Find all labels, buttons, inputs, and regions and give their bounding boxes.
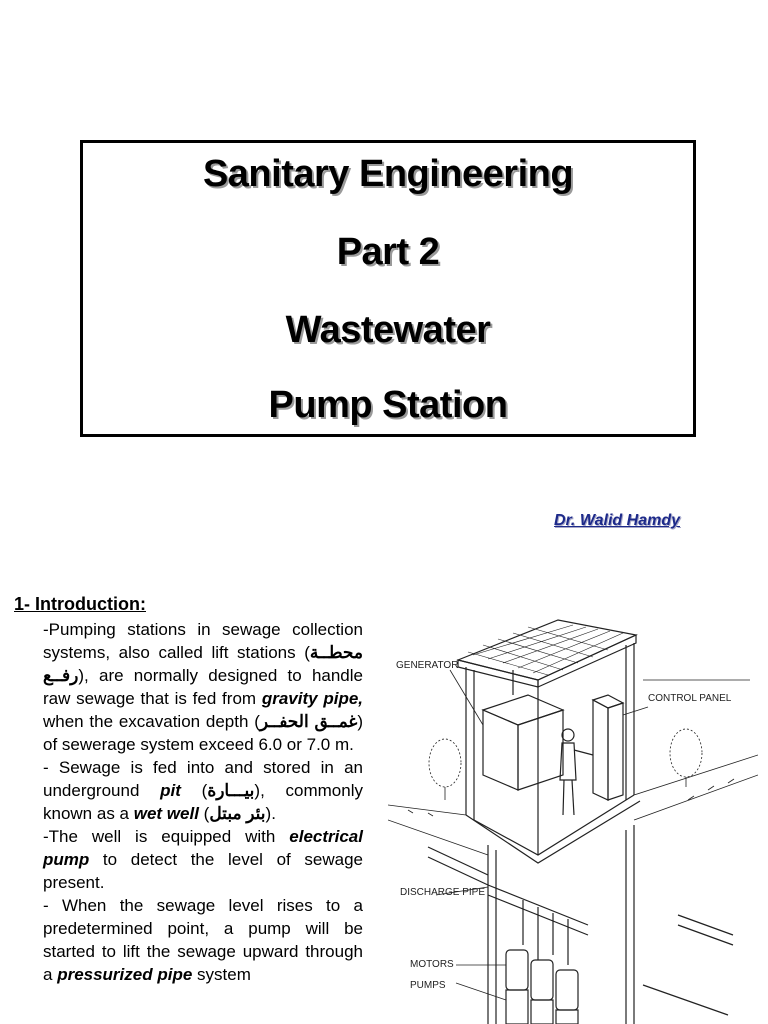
arabic-term: بئر مبتل	[209, 804, 266, 823]
tree-left	[429, 739, 461, 800]
paragraph-4	[43, 894, 363, 986]
pump-station-diagram	[388, 615, 758, 1024]
paragraph-1	[43, 618, 363, 756]
label-control-panel: CONTROL PANEL	[648, 693, 732, 704]
title-line-1: Sanitary Engineering	[202, 153, 574, 195]
text-run: system	[192, 965, 251, 984]
intro-body	[43, 618, 363, 986]
text-run: ), are normally designed to handle raw sewage that is fed from	[43, 666, 363, 708]
text-run: when the excavation depth (	[43, 712, 260, 731]
label-discharge-pipe: DISCHARGE PIPE	[400, 887, 486, 898]
text-run: - When the sewage level rises to a predetermined point, a pump will be started to lift the sewage upward through a	[43, 896, 363, 984]
control-panel-box	[593, 695, 623, 800]
text-run: ), commonly known as a	[43, 781, 363, 823]
leader-lines	[436, 670, 648, 1000]
text-run: -Pumping stations in sewage collection systems, also called lift stations (	[43, 620, 363, 662]
text-run: to detect the level of sewage present.	[43, 850, 363, 892]
title-line-3: Wastewater	[285, 309, 491, 351]
bold-term: wet well	[133, 804, 199, 823]
text-run: (	[180, 781, 208, 800]
title-line-4: Pump Station	[268, 384, 508, 426]
arabic-term: بيـــارة	[207, 781, 255, 800]
arabic-term: محطــة رفــع	[43, 643, 363, 685]
text-run: -The well is equipped with	[43, 827, 290, 846]
author-name: Dr. Walid Hamdy	[554, 512, 680, 529]
arabic-term: غمــق الحفــر	[259, 712, 358, 731]
label-motors: MOTORS	[410, 959, 454, 970]
bold-term: pressurized pipe	[57, 965, 193, 984]
generator-box	[483, 670, 563, 790]
paragraph-3	[43, 825, 363, 894]
title-box	[80, 140, 696, 437]
discharge-pipe	[428, 847, 733, 965]
text-run: ).	[265, 804, 276, 823]
text-run: ) of sewerage system exceed 6.0 or 7.0 m.	[43, 712, 363, 754]
roof	[458, 620, 636, 687]
bold-term: gravity pipe,	[261, 689, 364, 708]
bold-term: electrical pump	[43, 827, 363, 869]
operator-figure	[560, 729, 593, 815]
motors-pumps	[506, 950, 728, 1024]
diagram-labels	[396, 660, 732, 991]
wet-well-shaft	[388, 820, 634, 1024]
label-generator: GENERATOR	[396, 660, 459, 671]
label-pumps: PUMPS	[410, 980, 446, 991]
title-line-2: Part 2	[336, 231, 440, 273]
bold-term: pit	[160, 781, 181, 800]
section-heading: 1- Introduction:	[14, 594, 146, 614]
paragraph-2	[43, 756, 363, 825]
text-run: - Sewage is fed into and stored in an underground	[43, 758, 363, 800]
text-run: (	[198, 804, 210, 823]
